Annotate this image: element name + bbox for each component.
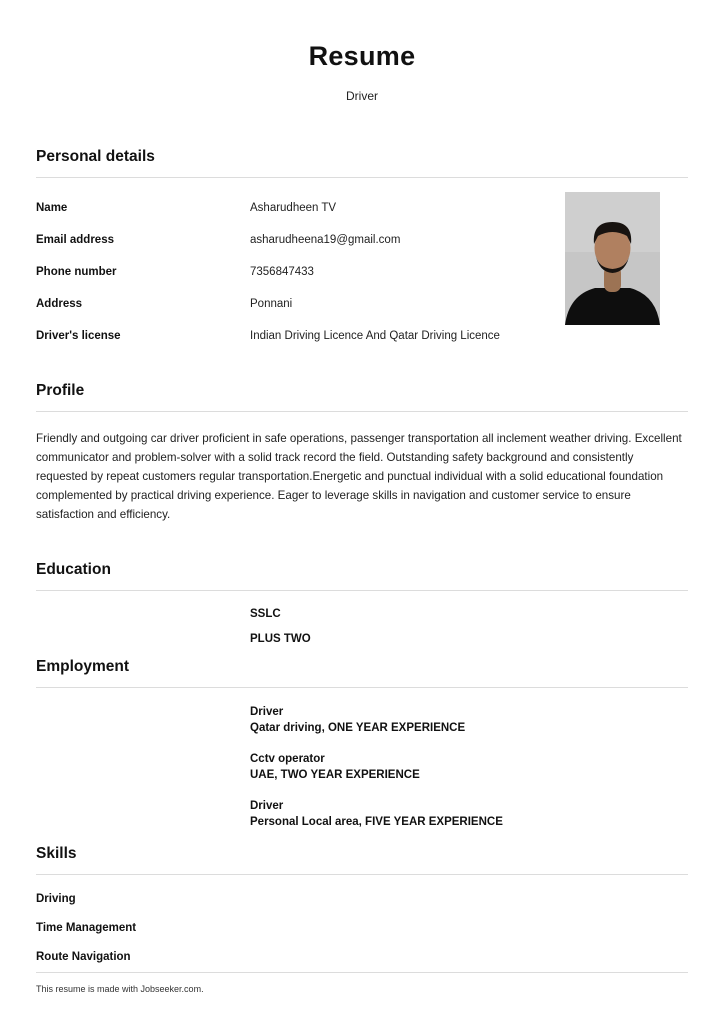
employment-job-detail: Qatar driving, ONE YEAR EXPERIENCE [250,722,466,734]
section-education [36,561,688,645]
employment-job-detail: UAE, TWO YEAR EXPERIENCE [250,769,420,781]
skill-item: Time Management [36,922,137,934]
profile-photo-image [565,192,660,325]
section-employment [36,658,688,830]
footer [36,972,688,994]
field-label: Name [36,202,68,214]
field-value: 7356847433 [250,266,314,278]
employment-item [250,751,688,783]
field-row-name [36,192,565,224]
employment-heading: Employment [36,658,688,688]
employment-job-title: Driver [250,706,284,718]
section-profile [36,382,688,524]
education-item: SSLC [250,608,281,620]
field-row-phone [36,256,565,288]
profile-photo [565,192,660,325]
field-value: asharudheena19@gmail.com [250,234,401,246]
section-skills [36,845,688,963]
personal-fields [36,192,565,352]
profile-text: Friendly and outgoing car driver proficient in safe operations, passenger transportation all inclement weather driving. Excellent communicator and problem-solver with a solid track record the field. Outstanding safety background and consistently requested by repeat customers regular transportation.Energetic and punctual individual with a solid educational foundation complemented by practical driving experience. Eager to leverage skills in navigation and customer service to ensure satisfaction and efficiency. [36,432,682,521]
education-items [250,608,688,645]
field-row-email [36,224,565,256]
field-value: Asharudheen TV [250,202,337,214]
field-label: Email address [36,234,114,246]
education-item: PLUS TWO [250,633,311,645]
employment-job-title: Driver [250,800,284,812]
field-label: Driver's license [36,330,121,342]
field-row-address [36,288,565,320]
skill-item: Route Navigation [36,951,131,963]
profile-heading: Profile [36,382,688,412]
skills-heading: Skills [36,845,688,875]
section-personal-details [36,148,688,352]
education-heading: Education [36,561,688,591]
field-label: Phone number [36,266,117,278]
personal-details-heading: Personal details [36,148,688,178]
field-label: Address [36,298,83,310]
document-title: Resume [308,41,416,71]
employment-item [250,704,688,736]
field-value: Indian Driving Licence And Qatar Driving Licence [250,330,500,342]
personal-details-body [36,192,688,352]
employment-item [250,798,688,830]
footer-text: This resume is made with Jobseeker.com. [36,984,204,994]
skill-item: Driving [36,893,76,905]
employment-items [250,704,688,830]
skill-items [36,893,688,963]
field-row-license [36,320,565,352]
field-value: Ponnani [250,298,293,310]
employment-job-title: Cctv operator [250,753,325,765]
employment-job-detail: Personal Local area, FIVE YEAR EXPERIENCE [250,816,503,828]
document-subtitle: Driver [346,89,378,103]
